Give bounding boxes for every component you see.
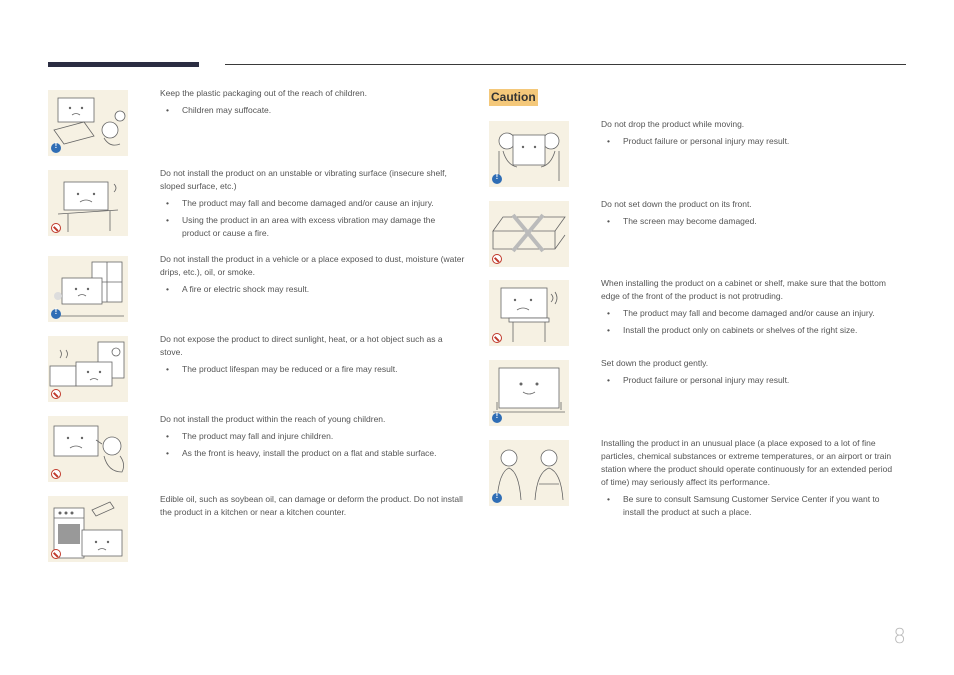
info-icon [492,413,502,423]
illustration-heat-sunlight [48,336,128,402]
bullet-list [601,215,901,228]
prohibited-icon [492,333,502,343]
prohibited-icon [51,223,61,233]
bullet: • A fire or electric shock may result. [160,283,465,296]
item-text [160,167,465,244]
bullet: • The product may fall and become damaged and/or cause an injury. [160,197,465,210]
item-text [160,493,465,519]
info-icon [492,174,502,184]
item-main-text: Keep the plastic packaging out of the reach of children. [160,88,367,98]
illustration-protruding-shelf [489,280,569,346]
item-main-text: Set down the product gently. [601,358,709,368]
item-main-text: Edible oil, such as soybean oil, can damage or deform the product. Do not install the product in a kitchen or near a kitchen counter. [160,494,463,517]
bullet: • Using the product in an area with excess vibration may damage the product or cause a fire. [160,214,465,240]
illustration-set-down-gently [489,360,569,426]
bullet-list [160,430,465,460]
illustration-service-center-call [489,440,569,506]
prohibited-icon [51,549,61,559]
item-text [601,277,901,341]
illustration-unstable-surface [48,170,128,236]
header-rule [225,64,906,65]
illustration-young-children [48,416,128,482]
item-main-text: Do not install the product on an unstable or vibrating surface (insecure shelf, sloped surface, etc.) [160,168,447,191]
item-main-text: Do not drop the product while moving. [601,119,745,129]
item-main-text: Installing the product in an unusual place (a place exposed to a lot of fine particles, chemical substances or extreme temperatures, or an airport or train station where the product should operate continuously for an extended period of time) may seriously affect its performance. [601,438,893,487]
item-text [601,198,901,232]
bullet-list [601,307,901,337]
item-text [601,357,901,391]
item-text [601,118,901,152]
bullet: • Install the product only on cabinets or shelves of the right size. [601,324,901,337]
bullet-list [601,135,901,148]
bullet-list [160,104,465,117]
bullet: • As the front is heavy, install the product on a flat and stable surface. [160,447,465,460]
illustration-kitchen-oil [48,496,128,562]
bullet-list [601,374,901,387]
bullet: • The product may fall and become damaged and/or cause an injury. [601,307,901,320]
bullet: • Product failure or personal injury may result. [601,374,901,387]
info-icon [51,309,61,319]
bullet-list [601,493,901,519]
bullet: • The screen may become damaged. [601,215,901,228]
item-main-text: Do not set down the product on its front. [601,199,752,209]
info-icon [51,143,61,153]
item-main-text: Do not expose the product to direct sunlight, heat, or a hot object such as a stove. [160,334,443,357]
item-text [160,253,465,300]
item-main-text: Do not install the product within the reach of young children. [160,414,386,424]
info-icon [492,493,502,503]
item-text [601,437,901,523]
bullet-list [160,363,465,376]
prohibited-icon [51,389,61,399]
item-main-text: When installing the product on a cabinet or shelf, make sure that the bottom edge of the front of the product is not protruding. [601,278,886,301]
illustration-two-people-carrying [489,121,569,187]
bullet: • The product may fall and injure children. [160,430,465,443]
page-number: 8 [893,624,906,648]
bullet: • Product failure or personal injury may result. [601,135,901,148]
prohibited-icon [51,469,61,479]
bullet-list [160,283,465,296]
caution-heading: Caution [491,90,536,104]
bullet: • Children may suffocate. [160,104,465,117]
item-main-text: Do not install the product in a vehicle or a place exposed to dust, moisture (water drips, etc.), oil, or smoke. [160,254,465,277]
illustration-plastic-bag-children [48,90,128,156]
illustration-product-face-down [489,201,569,267]
bullet-list [160,197,465,240]
item-text [160,413,465,464]
bullet: • The product lifespan may be reduced or a fire may result. [160,363,465,376]
header-accent-bar [48,62,199,67]
item-text [160,333,465,380]
bullet: • Be sure to consult Samsung Customer Service Center if you want to install the product at such a place. [601,493,901,519]
item-text [160,87,465,121]
prohibited-icon [492,254,502,264]
illustration-dust-moisture [48,256,128,322]
